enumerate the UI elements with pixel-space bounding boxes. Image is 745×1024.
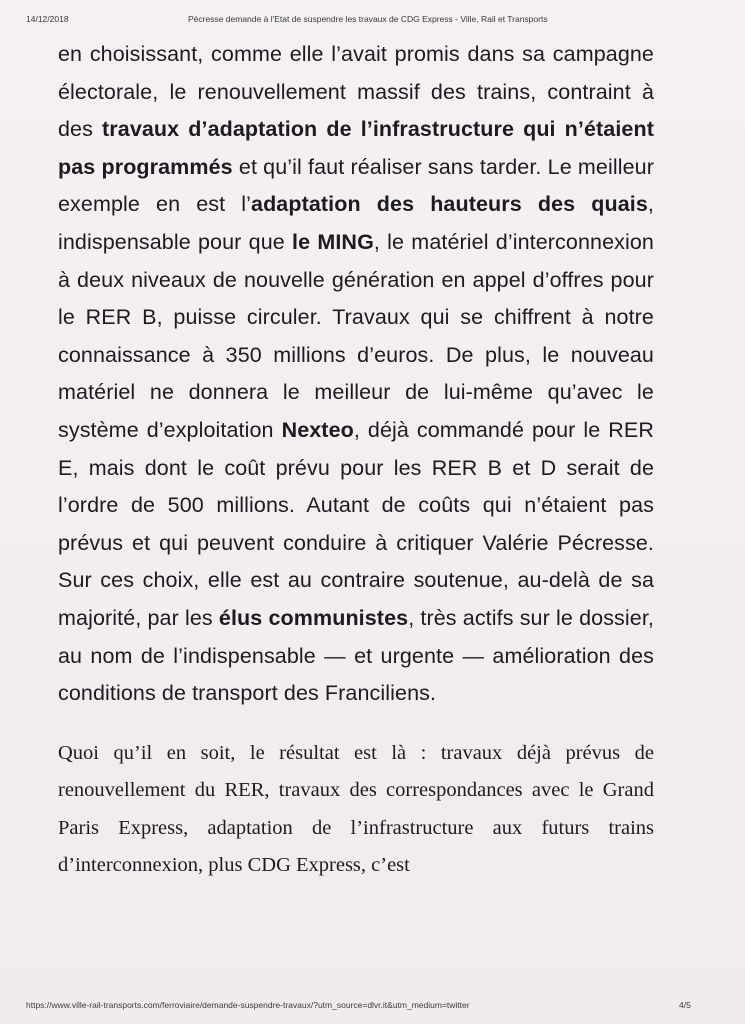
bold-text-fragment: le MING bbox=[292, 229, 374, 254]
text-fragment: en choisissant, comme elle l’avait promis dans sa campagne électorale, le renouvellement massif des trains, contraint à des bbox=[58, 42, 654, 142]
text-fragment: , le matériel d’interconnexion à deux niveaux de nouvelle génération en appel d’offres pour le RER B, puisse circuler. Travaux qui se chiffrent à notre connaissance à 350 millions d’euros. De plus, le nouveau matériel ne donnera le meilleur de lui-même qu’avec le système d’exploitation bbox=[58, 229, 654, 442]
page-number: 4/5 bbox=[679, 1000, 691, 1010]
print-header bbox=[0, 14, 745, 28]
source-url: https://www.ville-rail-transports.com/ferroviaire/demande-suspendre-travaux/?utm_source=dlvr.it&utm_medium=twitter bbox=[26, 1000, 470, 1010]
bold-text-fragment: travaux d’adaptation de l’infrastructure qui n’étaient pas programmés bbox=[58, 117, 654, 179]
bold-text-fragment: Nexteo bbox=[281, 417, 354, 442]
article-body bbox=[58, 36, 654, 885]
bold-text-fragment: élus communistes bbox=[218, 605, 409, 630]
bold-text-fragment: adaptation des hauteurs des quais bbox=[251, 192, 648, 217]
print-footer bbox=[0, 1000, 745, 1014]
text-fragment: , très actifs sur le dossier, au nom de l’indispensable — et urgente — amélioration des conditions de transport des Franciliens. bbox=[58, 605, 654, 706]
text-fragment: et qu’il faut réaliser sans tarder. Le meilleur exemple en est l’ bbox=[58, 154, 654, 217]
text-fragment: , déjà commandé pour le RER E, mais dont le coût prévu pour les RER B et D serait de l’ordre de 500 millions. Autant de coûts qui n’étaient pas prévus et qui peuvent conduire à critiquer Valérie Pécresse. Sur ces choix, elle est au contraire soutenue, au-delà de sa majorité, par les bbox=[58, 417, 654, 630]
print-date: 14/12/2018 bbox=[26, 14, 69, 24]
text-fragment: , indispensable pour que bbox=[58, 192, 654, 254]
article-paragraph-1 bbox=[58, 36, 654, 713]
article-paragraph-2: Quoi qu’il en soit, le résultat est là : travaux déjà prévus de renouvellement du RER, travaux des correspondances avec le Grand Paris Express, adaptation de l’infrastructure aux futurs trains d’interconnexion, plus CDG Express, c’est bbox=[58, 741, 654, 877]
print-title: Pécresse demande à l'Etat de suspendre les travaux de CDG Express - Ville, Rail et Transports bbox=[188, 14, 548, 24]
